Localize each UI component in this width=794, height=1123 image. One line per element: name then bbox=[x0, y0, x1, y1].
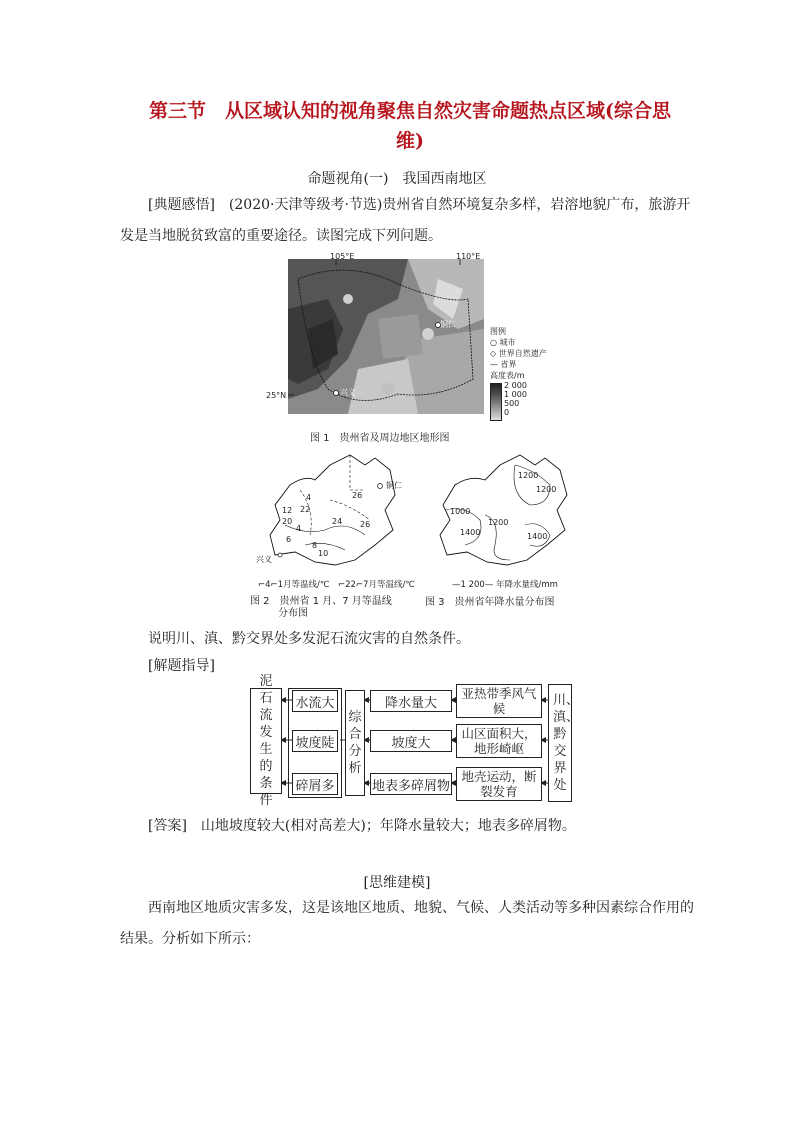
city-label-tongren: 铜仁 bbox=[440, 320, 456, 329]
isohyet-label: 1400 bbox=[460, 528, 481, 537]
precipitation-map bbox=[425, 450, 585, 575]
flow-factor-debris: 地表多碎屑物 bbox=[370, 773, 452, 795]
figure2-legend: ⌐4⌐1月等温线/℃ ⌐22⌐7月等温线/℃ bbox=[258, 580, 415, 590]
elevation-level: 0 bbox=[504, 408, 510, 417]
map-legend bbox=[490, 326, 547, 425]
isohyet-label: 1200 bbox=[518, 471, 539, 480]
flow-region bbox=[548, 684, 580, 802]
isohyet-label: 1200 bbox=[488, 518, 509, 527]
legend-heritage: ◇ 世界自然遗产 bbox=[490, 349, 547, 358]
figure2-caption-line2: 分布图 bbox=[278, 608, 308, 619]
isotherm-label: 12 bbox=[282, 506, 293, 515]
flow-mid-water: 水流大 bbox=[292, 690, 338, 712]
legend-city: ○ 城市 bbox=[490, 338, 516, 347]
answer: [答案] 山地坡度较大(相对高差大)；年降水量较大；地表多碎屑物。 bbox=[148, 818, 576, 834]
subtitle: 命题视角(一) 我国西南地区 bbox=[307, 171, 487, 187]
model-heading: [思维建模] bbox=[363, 875, 431, 891]
terrain-map bbox=[288, 259, 484, 414]
isohyet-label: 1200 bbox=[536, 485, 557, 494]
title-line-2: 维) bbox=[396, 130, 424, 152]
flow-mudflow-conditions bbox=[250, 674, 282, 808]
flow-mid-debris: 碎屑多 bbox=[292, 773, 338, 795]
elevation-level: 500 bbox=[504, 399, 520, 408]
flow-mid-group bbox=[288, 688, 342, 798]
flow-factor-slope: 坡度大 bbox=[370, 730, 452, 752]
fig2-city-xingyi: 兴义 bbox=[256, 555, 272, 564]
lat-label-25: 25°N bbox=[266, 391, 287, 400]
elevation-level: 1 000 bbox=[504, 390, 527, 399]
elevation-color-bar bbox=[490, 383, 502, 421]
section-title bbox=[130, 96, 690, 156]
flow-analysis-text: 综合分析 bbox=[348, 710, 362, 776]
figure1-caption: 图 1 贵州省及周边地区地形图 bbox=[310, 433, 450, 444]
figure3-legend: —1 200— 年降水量线/mm bbox=[452, 580, 558, 590]
legend-border: — 省界 bbox=[490, 360, 517, 369]
figure2-caption-line1: 图 2 贵州省 1 月、7 月等温线 bbox=[250, 596, 392, 607]
flow-mid-slope: 坡度陡 bbox=[292, 730, 338, 752]
isohyet-label: 1000 bbox=[450, 507, 471, 516]
flow-left-text: 泥石流发生的条件 bbox=[259, 674, 273, 808]
isotherm-label: 4 bbox=[296, 524, 302, 533]
flow-factor-rain: 降水量大 bbox=[370, 690, 452, 712]
lon-label-110: 110°E bbox=[456, 252, 481, 261]
figure3-caption: 图 3 贵州省年降水量分布图 bbox=[425, 597, 555, 608]
isotherm-label: 22 bbox=[300, 505, 311, 514]
fig2-city-tongren: 铜仁 bbox=[386, 481, 402, 490]
city-label-xingyi: 兴义 bbox=[340, 388, 356, 397]
lon-label-105: 105°E bbox=[330, 252, 355, 261]
isotherm-label: 8 bbox=[312, 541, 318, 550]
flow-analysis bbox=[345, 690, 365, 796]
isotherm-label: 20 bbox=[282, 517, 293, 526]
isotherm-label: 4 bbox=[306, 493, 312, 502]
title-line-1: 第三节 从区域认知的视角聚焦自然灾害命题热点区域(综合思 bbox=[149, 100, 671, 122]
isotherm-label: 10 bbox=[318, 549, 329, 558]
isotherm-map bbox=[255, 450, 413, 575]
guide-label: [解题指导] bbox=[148, 658, 215, 674]
legend-title: 图例 bbox=[490, 327, 506, 336]
isotherm-label: 26 bbox=[360, 520, 371, 529]
flow-cause-climate: 亚热带季风气候 bbox=[456, 684, 542, 718]
intro-paragraph: [典题感悟] (2020·天津等级考·节选)贵州省自然环境复杂多样，岩溶地貌广布，旅游开发是当地脱贫致富的重要途径。读图完成下列问题。 bbox=[120, 197, 691, 244]
legend-elevation-title: 高度表/m bbox=[490, 371, 525, 380]
model-paragraph: 西南地区地质灾害多发，这是该地区地质、地貌、气候、人类活动等多种因素综合作用的结果。分析如下所示： bbox=[120, 900, 694, 947]
isotherm-label: 24 bbox=[332, 517, 343, 526]
isohyet-label: 1400 bbox=[527, 532, 548, 541]
flow-cause-crust: 地壳运动，断裂发育 bbox=[456, 767, 542, 801]
isotherm-label: 6 bbox=[286, 535, 292, 544]
elevation-level: 2 000 bbox=[504, 381, 527, 390]
isotherm-label: 26 bbox=[352, 491, 363, 500]
flow-cause-terrain: 山区面积大，地形崎岖 bbox=[456, 724, 542, 758]
flow-region-text: 川、滇、黔交界处 bbox=[553, 693, 580, 793]
question: 说明川、滇、黔交界处多发泥石流灾害的自然条件。 bbox=[148, 631, 470, 647]
